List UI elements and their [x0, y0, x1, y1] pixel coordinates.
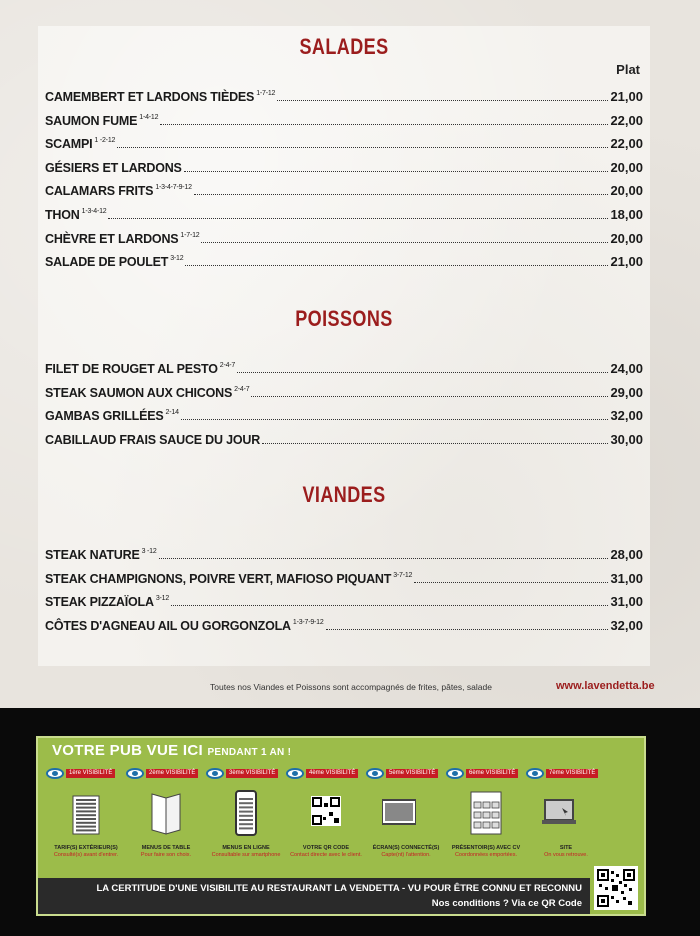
menu-item-label: SALADE DE POULET — [45, 255, 169, 270]
menu-item-price: 22,00 — [610, 112, 643, 128]
menu-item — [45, 568, 643, 586]
dot-leader — [414, 582, 608, 583]
screen-icon — [382, 788, 430, 838]
visibility-label — [126, 845, 206, 859]
visibility-subtitle: Capte(nt) l'attention. — [381, 852, 431, 858]
menu-item-price: 29,00 — [610, 384, 643, 400]
menu-item — [45, 86, 643, 104]
menu-item — [45, 591, 643, 609]
allergen-codes: 3-12 — [170, 255, 184, 263]
eye-icon — [46, 768, 64, 779]
visibility-label — [46, 845, 126, 859]
dot-leader — [262, 443, 608, 444]
menu-item-label: FILET DE ROUGET AL PESTO — [45, 362, 218, 376]
menu-item-name — [45, 114, 158, 128]
menu-item-name — [45, 362, 235, 376]
visibility-tag: 6ème VISIBILITÉ — [466, 769, 518, 778]
visibility-badge — [206, 766, 278, 780]
table-menu-icon — [149, 788, 183, 838]
menu-item-price: 21,00 — [610, 89, 643, 104]
visibility-tag: 1ère VISIBILITÉ — [66, 769, 115, 778]
menu-item-label: CAMEMBERT ET LARDONS TIÈDES — [45, 90, 255, 104]
visibility-title: TARIF(S) EXTÉRIEUR(S) — [54, 845, 118, 851]
visibility-tag: 4ème VISIBILITÉ — [306, 769, 358, 778]
dot-leader — [159, 558, 609, 559]
website-link[interactable]: www.lavendetta.be — [556, 680, 655, 692]
allergen-codes: 1 -2-12 — [94, 137, 116, 145]
eye-icon — [286, 768, 304, 779]
menu-item — [45, 544, 643, 562]
visibility-title: PRÉSENTOIR(S) AVEC CV — [451, 845, 521, 851]
visibility-label — [206, 845, 286, 859]
menu-item — [45, 157, 643, 175]
menu-item-price: 32,00 — [610, 617, 643, 633]
menu-item-price: 20,00 — [610, 183, 643, 199]
visibility-label — [286, 845, 366, 859]
dot-leader — [171, 605, 608, 606]
allergen-codes: 3-12 — [155, 595, 170, 603]
menu-item-label: SCAMPI — [45, 137, 93, 152]
menu-item-name — [45, 232, 199, 246]
visibility-label — [366, 845, 446, 859]
allergen-codes: 1-4-12 — [139, 113, 159, 121]
menu-item-label: CHÈVRE ET LARDONS — [45, 231, 179, 246]
visibility-badge — [526, 766, 598, 780]
menu-item — [45, 382, 643, 400]
menu-item-price: 32,00 — [610, 408, 643, 424]
menu-item-price: 31,00 — [610, 570, 643, 586]
dot-leader — [251, 396, 608, 397]
visibility-badge — [46, 766, 115, 780]
visibility-badge — [286, 766, 358, 780]
menu-item — [45, 251, 643, 269]
menu-item — [45, 133, 643, 151]
menu-item-price: 30,00 — [610, 431, 643, 447]
visibility-title: SITE — [559, 845, 573, 851]
allergen-codes: 1-3-7-9-12 — [292, 618, 324, 626]
visibility-badge — [366, 766, 438, 780]
menu-item-name — [45, 161, 182, 175]
dot-leader — [117, 147, 608, 148]
menu-item-name — [45, 386, 249, 400]
menu-item-price: 24,00 — [610, 361, 643, 376]
allergen-codes: 3-7-12 — [393, 571, 413, 579]
visibility-tag: 5ème VISIBILITÉ — [386, 769, 438, 778]
menu-item — [45, 358, 643, 376]
allergen-codes: 2-14 — [165, 409, 179, 417]
dot-leader — [160, 124, 608, 125]
menu-item-label: CABILLAUD FRAIS SAUCE DU JOUR — [45, 432, 261, 447]
menu-item — [45, 110, 643, 128]
visibility-subtitle: Contact directe avec le client. — [290, 852, 362, 858]
allergen-codes: 1-3-4-12 — [81, 208, 107, 215]
menu-item-name — [45, 548, 157, 562]
visibility-label — [526, 845, 606, 859]
allergen-codes: 1-3-4-7-9-12 — [155, 184, 192, 192]
eye-icon — [126, 768, 144, 779]
menu-item-label: CALAMARS FRITS — [45, 184, 154, 199]
visibility-badge — [446, 766, 518, 780]
ad-footer-line1: LA CERTITUDE D'UNE VISIBILITE AU RESTAURANT LA VENDETTA - VU POUR ÊTRE CONNU ET RECONNU — [96, 883, 582, 894]
eye-icon — [446, 768, 464, 779]
menu-item — [45, 204, 643, 222]
menu-board-icon — [69, 788, 103, 838]
menu-item-price: 20,00 — [610, 159, 643, 175]
menu-item-price: 22,00 — [610, 136, 643, 152]
visibility-title: MENUS EN LIGNE — [222, 845, 270, 851]
visibility-badge — [126, 766, 198, 780]
menu-item-name — [45, 409, 179, 423]
section-title-viandes: VIANDES — [302, 482, 386, 507]
visibility-label — [446, 845, 526, 859]
menu-item-name — [45, 433, 260, 447]
menu-item-name — [45, 90, 275, 104]
menu-item — [45, 180, 643, 198]
menu-item — [45, 429, 643, 447]
menu-item-name — [45, 208, 106, 222]
laptop-icon — [542, 788, 590, 838]
menu-item-price: 20,00 — [610, 230, 643, 246]
menu-item-name — [45, 255, 183, 269]
ad-title-suffix: PENDANT 1 AN ! — [207, 747, 292, 758]
menu-item-name — [45, 595, 169, 609]
allergen-codes: 2-4-7 — [219, 362, 236, 369]
visibility-tag: 2ème VISIBILITÉ — [146, 769, 198, 778]
side-dishes-note: Toutes nos Viandes et Poissons sont accompagnés de frites, pâtes, salade — [210, 682, 492, 692]
allergen-codes: 3 -12 — [141, 548, 157, 555]
menu-item-price: 21,00 — [610, 254, 643, 270]
dot-leader — [277, 100, 608, 101]
dot-leader — [194, 194, 609, 195]
menu-item-label: STEAK SAUMON AUX CHICONS — [45, 385, 233, 400]
eye-icon — [366, 768, 384, 779]
conditions-qr-code-icon[interactable] — [594, 866, 638, 910]
eye-icon — [206, 768, 224, 779]
section-title-poissons: POISSONS — [295, 306, 393, 331]
price-column-header: Plat — [616, 62, 640, 77]
menu-card — [38, 26, 650, 666]
menu-item-price: 31,00 — [610, 594, 643, 610]
visibility-tag: 3ème VISIBILITÉ — [226, 769, 278, 778]
menu-item-name — [45, 572, 412, 586]
dot-leader — [184, 171, 609, 172]
allergen-codes: 1-7-12 — [256, 90, 276, 97]
menu-item-label: CÔTES D'AGNEAU AIL OU GORGONZOLA — [45, 618, 291, 633]
menu-item-price: 28,00 — [610, 547, 643, 562]
ad-title-main: VOTRE PUB VUE ICI — [52, 742, 203, 759]
visibility-subtitle: On vous retrouve. — [544, 852, 588, 858]
menu-item-label: STEAK CHAMPIGNONS, POIVRE VERT, MAFIOSO PIQUANT — [45, 571, 392, 586]
visibility-subtitle: Pour faire son choix. — [140, 852, 192, 858]
menu-item-name — [45, 619, 324, 633]
visibility-title: ÉCRAN(S) CONNECTÉ(S) — [372, 845, 440, 851]
menu-item-label: STEAK NATURE — [45, 548, 140, 562]
ad-footer — [38, 878, 590, 914]
visibility-subtitle: Consultable sur smartphone — [211, 852, 281, 858]
section-title-salades: SALADES — [299, 34, 389, 59]
allergen-codes: 2-4-7 — [234, 385, 250, 393]
menu-item-label: GÉSIERS ET LARDONS — [45, 160, 182, 175]
menu-item-label: STEAK PIZZAÏOLA — [45, 595, 154, 610]
dot-leader — [237, 372, 608, 373]
ad-title — [52, 742, 291, 759]
ad-footer-line2: Nos conditions ? Via ce QR Code — [431, 898, 582, 909]
menu-item-name — [45, 137, 115, 151]
menu-item-price: 18,00 — [610, 207, 643, 222]
dot-leader — [201, 242, 608, 243]
eye-icon — [526, 768, 544, 779]
dot-leader — [181, 419, 609, 420]
visibility-tag: 7ème VISIBILITÉ — [546, 769, 598, 778]
menu-item — [45, 615, 643, 633]
menu-item-label: SAUMON FUME — [45, 113, 138, 128]
menu-item — [45, 228, 643, 246]
visibility-title: VOTRE QR CODE — [302, 845, 350, 851]
dot-leader — [185, 265, 608, 266]
visibility-title: MENUS DE TABLE — [141, 845, 191, 851]
display-stand-icon — [469, 788, 503, 838]
menu-item — [45, 405, 643, 423]
menu-item-name — [45, 184, 192, 198]
dot-leader — [326, 629, 609, 630]
visibility-subtitle: Coordonnées emportées. — [454, 852, 518, 858]
allergen-codes: 1-7-12 — [180, 231, 200, 239]
smartphone-icon — [229, 788, 263, 838]
visibility-subtitle: Consulté(s) avant d'entrer. — [53, 852, 119, 858]
menu-item-label: THON — [45, 208, 80, 222]
qr-code-icon — [309, 788, 343, 838]
dot-leader — [108, 218, 608, 219]
menu-item-label: GAMBAS GRILLÉES — [45, 409, 164, 424]
